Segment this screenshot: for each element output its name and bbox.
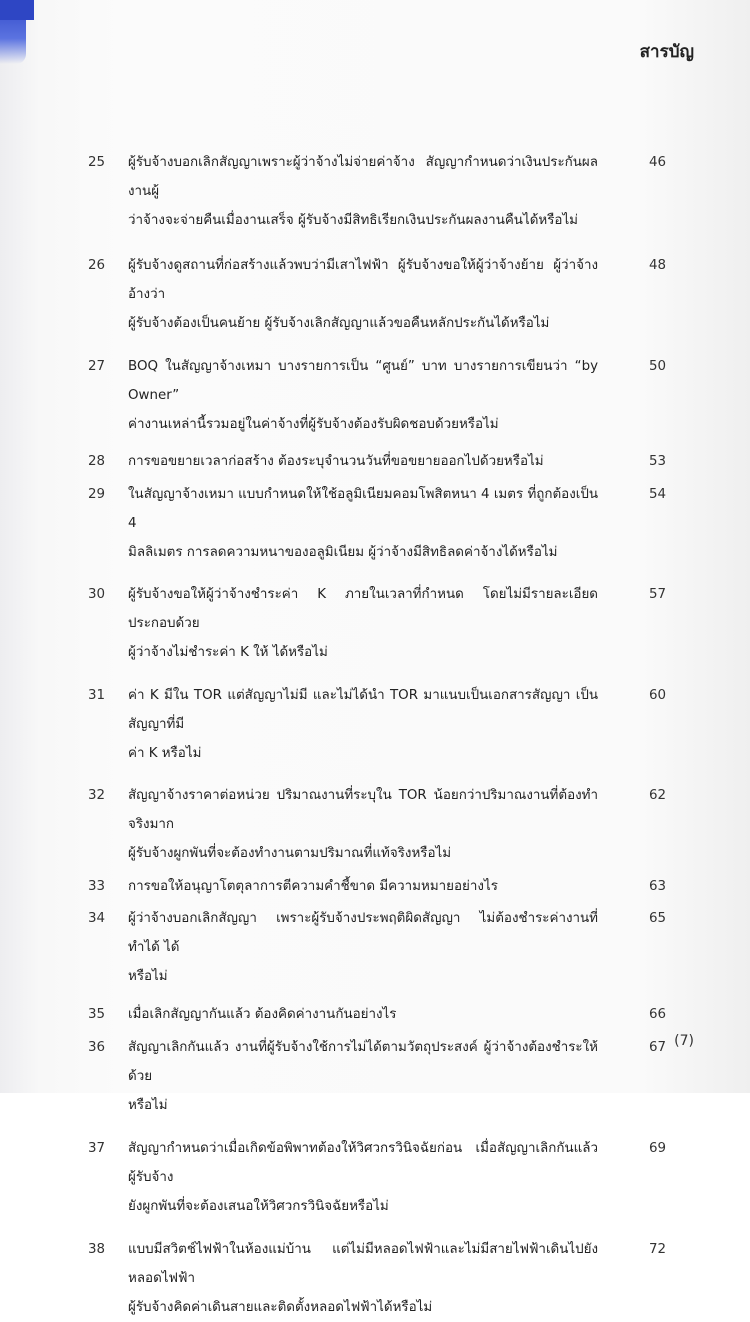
entry-number: 26	[88, 258, 106, 273]
entry-title: ในสัญญาจ้างเหมา แบบกำหนดให้ใช้อลูมิเนียมคอมโพสิตหนา 4 เมตร ที่ถูกต้องเป็น 4 มิลลิเมตร การลดความหนาของอลูมิเนียม ผู้ว่าจ้างมีสิทธิลดค่าจ้างได้หรือไม่	[128, 487, 598, 560]
entry-number: 32	[88, 788, 106, 803]
entry-page: 54	[648, 487, 666, 502]
toc-entry-36	[88, 1033, 678, 1120]
entry-page: 57	[648, 587, 666, 602]
entry-number: 30	[88, 587, 106, 602]
toc-entry-38	[88, 1235, 678, 1322]
entry-page: 72	[648, 1242, 666, 1257]
toc-entry-26	[88, 251, 678, 338]
entry-title: ผู้รับจ้างดูสถานที่ก่อสร้างแล้วพบว่ามีเสาไฟฟ้า ผู้รับจ้างขอให้ผู้ว่าจ้างย้าย ผู้ว่าจ้างอ้างว่า ผู้รับจ้างต้องเป็นคนย้าย ผู้รับจ้างเลิกสัญญาแล้วขอคืนหลักประกันได้หรือไม่	[128, 258, 598, 331]
entry-title: สัญญาจ้างราคาต่อหน่วย ปริมาณงานที่ระบุใน TOR น้อยกว่าปริมาณงานที่ต้องทำจริงมาก ผู้รับจ้างผูกพันที่จะต้องทำงานตามปริมาณที่แท้จริงหรือไม่	[128, 788, 598, 861]
entry-page: 62	[648, 788, 666, 803]
entry-page: 48	[648, 258, 666, 273]
entry-page: 60	[648, 688, 666, 703]
entry-number: 36	[88, 1040, 106, 1055]
entry-title: แบบมีสวิตช์ไฟฟ้าในห้องแม่บ้าน แต่ไม่มีหลอดไฟฟ้าและไม่มีสายไฟฟ้าเดินไปยังหลอดไฟฟ้า ผู้รับจ้างคิดค่าเดินสายและติดตั้งหลอดไฟฟ้าได้หรือไม่	[128, 1242, 598, 1315]
toc-entry-37	[88, 1134, 678, 1221]
toc-entry-30	[88, 580, 678, 667]
entry-title: การขอขยายเวลาก่อสร้าง ต้องระบุจำนวนวันที่ขอขยายออกไปด้วยหรือไม่	[128, 454, 544, 469]
entry-number: 27	[88, 359, 106, 374]
entry-number: 29	[88, 487, 106, 502]
toc-entry-28	[88, 447, 678, 476]
entry-title: ผู้รับจ้างขอให้ผู้ว่าจ้างชำระค่า K ภายในเวลาที่กำหนด โดยไม่มีรายละเอียดประกอบด้วย ผู้ว่าจ้างไม่ชำระค่า K ให้ ได้หรือไม่	[128, 587, 598, 660]
entry-number: 28	[88, 454, 106, 469]
entry-title: ผู้รับจ้างบอกเลิกสัญญาเพราะผู้ว่าจ้างไม่จ่ายค่าจ้าง สัญญากำหนดว่าเงินประกันผลงานผู้ ว่าจ้างจะจ่ายคืนเมื่องานเสร็จ ผู้รับจ้างมีสิทธิเรียกเงินประกันผลงานคืนได้หรือไม่	[128, 155, 598, 228]
entry-title: ค่า K มีใน TOR แต่สัญญาไม่มี และไม่ได้นำ TOR มาแนบเป็นเอกสารสัญญา เป็นสัญญาที่มี ค่า K หรือไม่	[128, 688, 598, 761]
entry-number: 34	[88, 911, 106, 926]
page-title: สารบัญ	[639, 42, 694, 62]
entry-title: สัญญากำหนดว่าเมื่อเกิดข้อพิพาทต้องให้วิศวกรวินิจฉัยก่อน เมื่อสัญญาเลิกกันแล้ว ผู้รับจ้าง ยังผูกพันที่จะต้องเสนอให้วิศวกรวินิจฉัยหรือไม่	[128, 1141, 598, 1214]
entry-number: 31	[88, 688, 106, 703]
entry-number: 37	[88, 1141, 106, 1156]
entry-title: BOQ ในสัญญาจ้างเหมา บางรายการเป็น “ศูนย์” บาท บางรายการเขียนว่า “by Owner” ค่างานเหล่านี้รวมอยู่ในค่าจ้างที่ผู้รับจ้างต้องรับผิดชอบด้วยหรือไม่	[128, 359, 599, 432]
entry-title: เมื่อเลิกสัญญากันแล้ว ต้องคิดค่างานกันอย่างไร	[128, 1007, 397, 1022]
entry-page: 50	[648, 359, 666, 374]
entry-title: สัญญาเลิกกันแล้ว งานที่ผู้รับจ้างใช้การไม่ได้ตามวัตถุประสงค์ ผู้ว่าจ้างต้องชำระให้ด้วย หรือไม่	[128, 1040, 598, 1113]
toc-entry-31	[88, 681, 678, 768]
toc-entry-34	[88, 904, 678, 991]
entry-page: 67	[648, 1040, 666, 1055]
toc-entry-35	[88, 1000, 678, 1029]
entry-page: 63	[648, 879, 666, 894]
entry-title: ผู้ว่าจ้างบอกเลิกสัญญา เพราะผู้รับจ้างประพฤติผิดสัญญา ไม่ต้องชำระค่างานที่ทำได้ ได้ หรือไม่	[128, 911, 598, 984]
entry-page: 69	[648, 1141, 666, 1156]
entry-title: การขอให้อนุญาโตตุลาการตีความคำชี้ขาด มีความหมายอย่างไร	[128, 879, 498, 894]
table-of-contents	[88, 148, 678, 1322]
page-number: (7)	[674, 1033, 694, 1049]
entry-page: 65	[648, 911, 666, 926]
binder-tab-strip	[0, 0, 34, 20]
entry-number: 38	[88, 1242, 106, 1257]
toc-entry-27	[88, 352, 678, 439]
entry-number: 35	[88, 1007, 106, 1022]
entry-page: 66	[648, 1007, 666, 1022]
toc-entry-25	[88, 148, 678, 235]
toc-entry-29	[88, 480, 678, 567]
entry-number: 33	[88, 879, 106, 894]
toc-entry-33	[88, 872, 678, 901]
entry-number: 25	[88, 155, 106, 170]
toc-entry-32	[88, 781, 678, 868]
entry-page: 53	[648, 454, 666, 469]
entry-page: 46	[648, 155, 666, 170]
